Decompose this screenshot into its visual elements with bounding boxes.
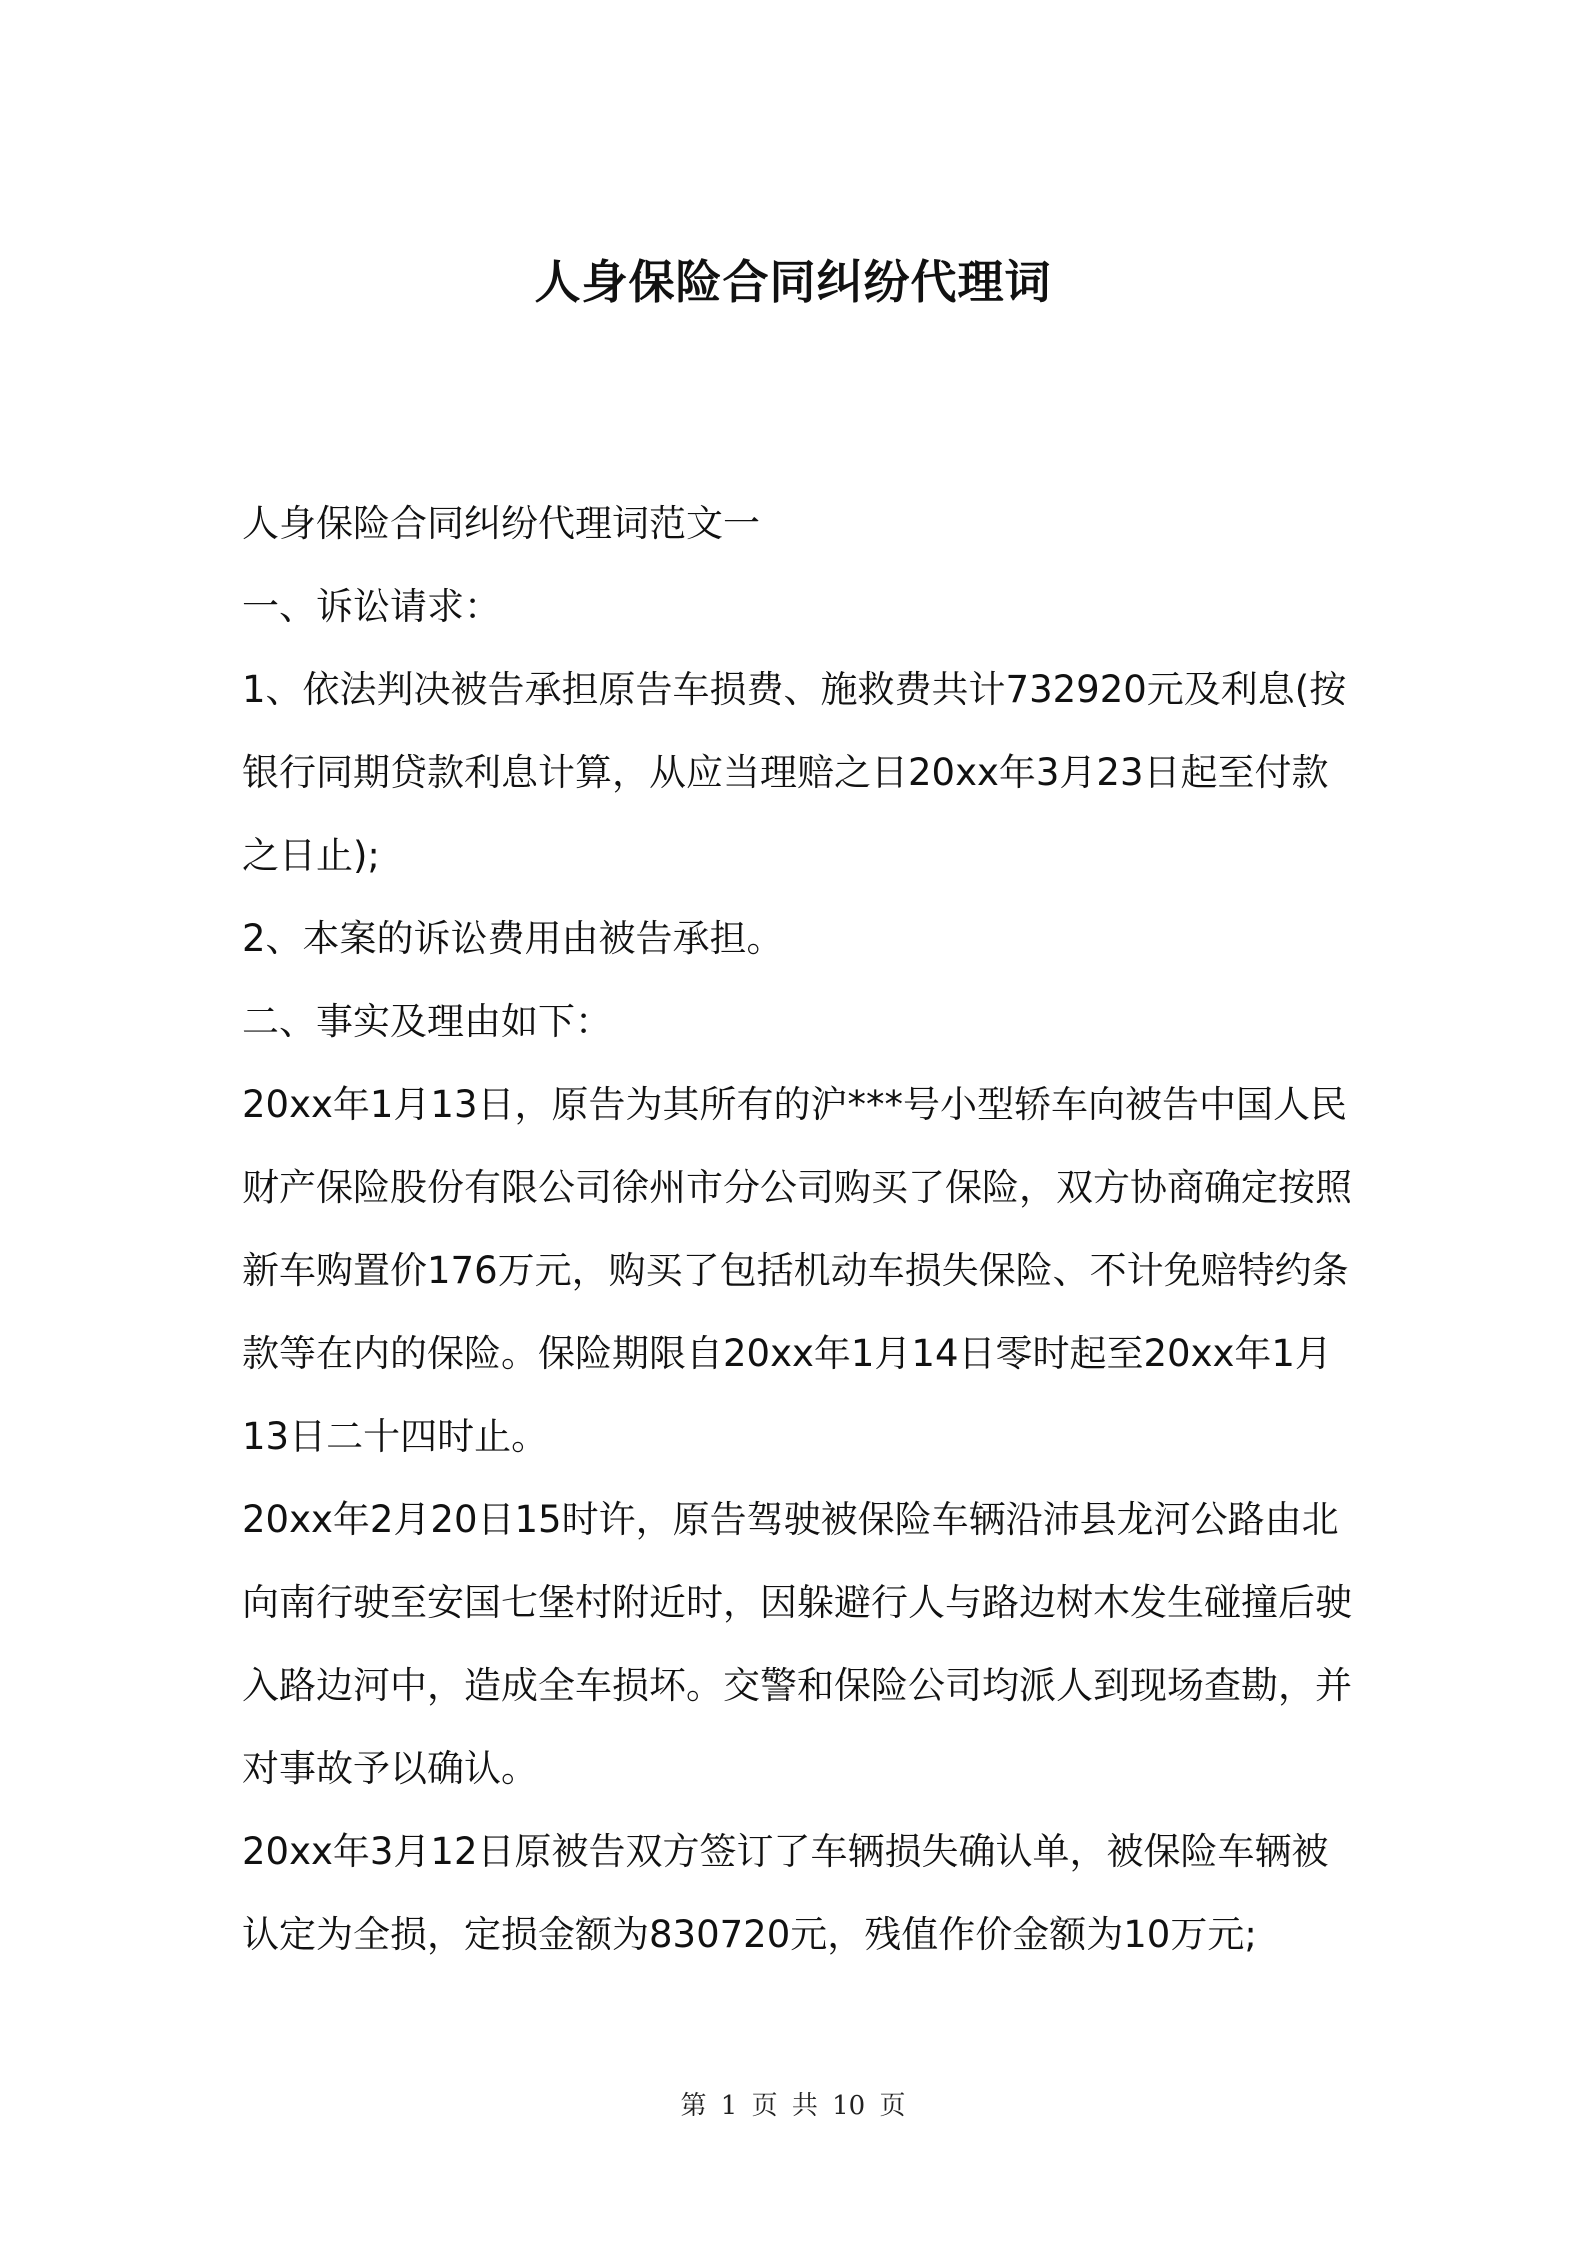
paragraph-section-heading: 二、事实及理由如下： (242, 1000, 612, 1043)
paragraph-subtitle: 人身保险合同纠纷代理词范文一 (242, 502, 760, 545)
paragraph-fact: 20xx年1月13日，原告为其所有的沪***号小型轿车向被告中国人民财产保险股份有限公司徐州市分公司购买了保险，双方协商确定按照新车购置价176万元，购买了包括机动车损失保险、不计免赔特约条款等在内的保险。保险期限自20xx年1月14日零时起至20xx年1月13日二十四时止。 (242, 1083, 1352, 1458)
document-title: 人身保险合同纠纷代理词 (534, 255, 1052, 309)
paragraph-fact: 20xx年3月12日原被告双方签订了车辆损失确认单，被保险车辆被认定为全损，定损金额为830720元，残值作价金额为10万元; (242, 1830, 1329, 1956)
paragraph-section-heading: 一、诉讼请求： (242, 585, 501, 628)
paragraph-claim-2: 2、本案的诉讼费用由被告承担。 (242, 917, 784, 960)
paragraph-fact: 20xx年2月20日15时许，原告驾驶被保险车辆沿沛县龙河公路由北向南行驶至安国七堡村附近时，因躲避行人与路边树木发生碰撞后驶入路边河中，造成全车损坏。交警和保险公司均派人到现场查勘，并对事故予以确认。 (242, 1498, 1352, 1790)
document-body (242, 482, 1358, 1976)
paragraph-claim-1: 1、依法判决被告承担原告车损费、施救费共计732920元及利息(按银行同期贷款利息计算，从应当理赔之日20xx年3月23日起至付款之日止); (242, 668, 1347, 877)
page-number: 第 1 页 共 10 页 (680, 2091, 906, 2121)
